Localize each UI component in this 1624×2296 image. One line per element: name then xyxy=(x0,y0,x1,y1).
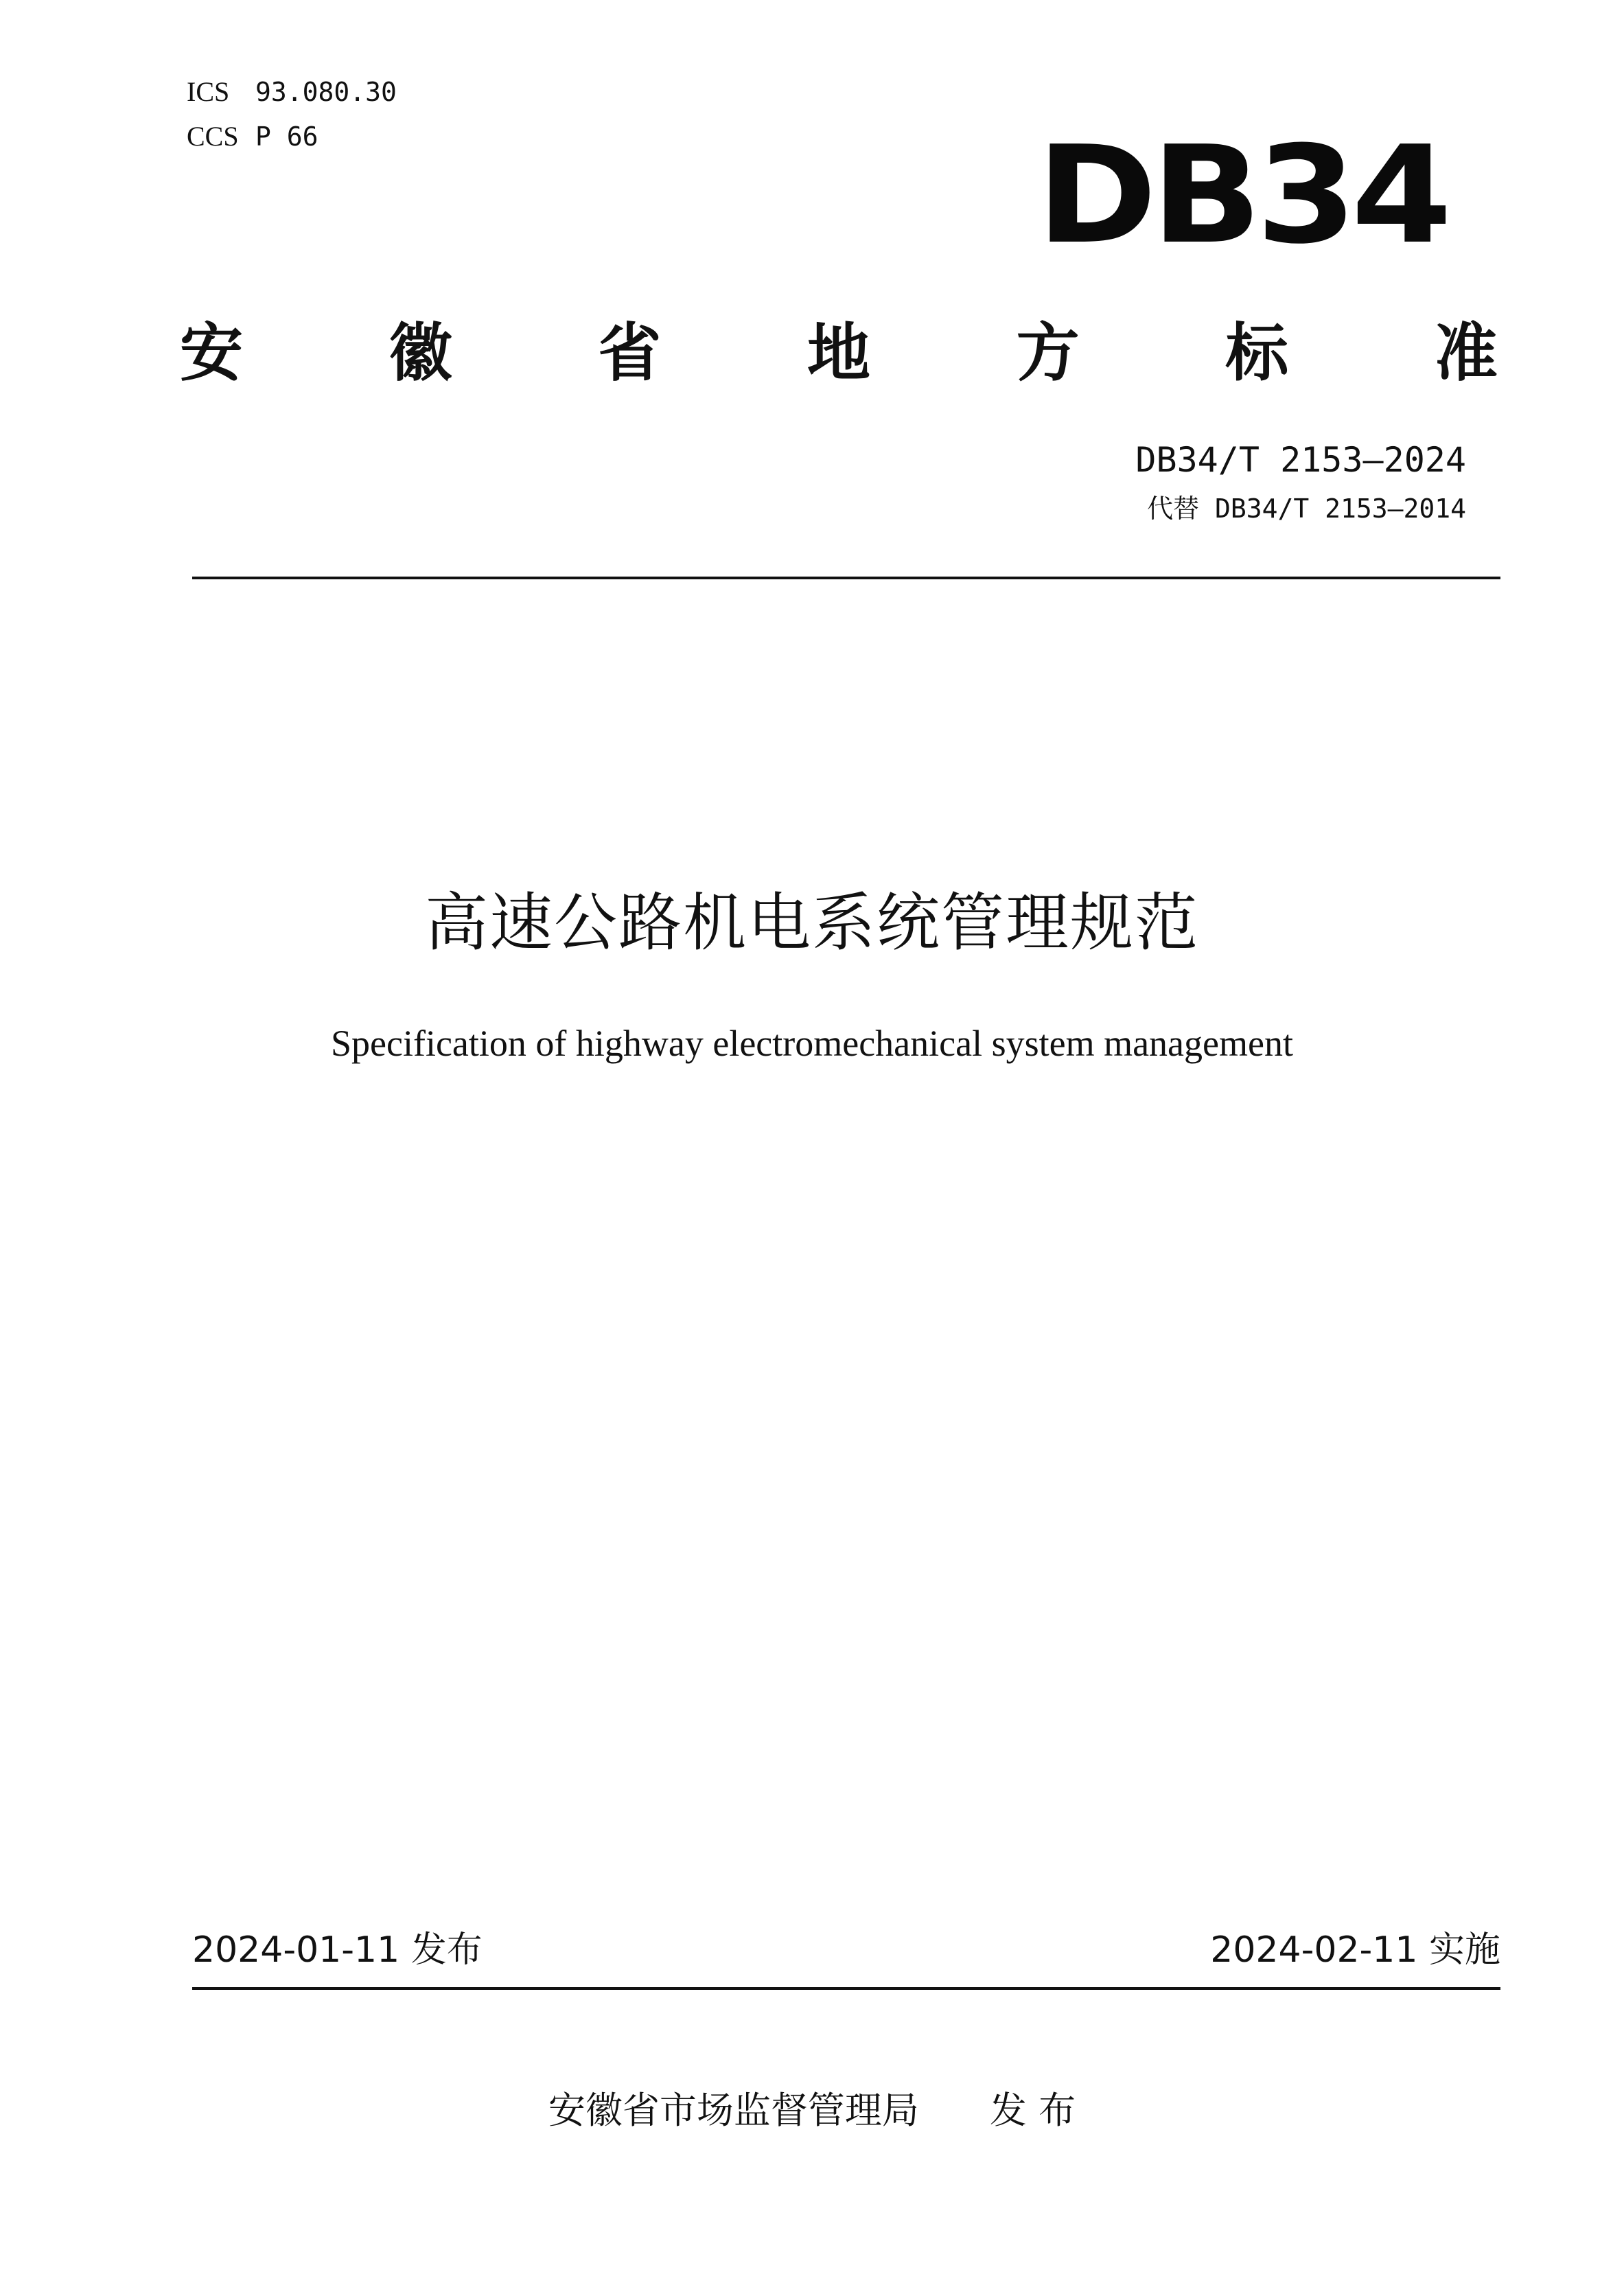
standard-logo: DB34 xyxy=(1036,117,1447,274)
standard-type-char: 省 xyxy=(598,316,662,390)
ccs-value: P 66 xyxy=(255,121,318,152)
implementation-date: 2024-02-11 实施 xyxy=(1210,1929,1500,1971)
ics-label: ICS xyxy=(187,76,230,107)
standard-number: DB34/T 2153—2024 xyxy=(1135,440,1466,480)
standard-type-char: 准 xyxy=(1434,316,1498,390)
document-title-en: Specification of highway electromechanical system management xyxy=(331,1023,1293,1064)
ccs-classification xyxy=(187,120,318,153)
standard-type-heading xyxy=(180,312,1498,395)
publisher-line xyxy=(0,2087,1624,2135)
standard-type-char: 标 xyxy=(1225,316,1289,390)
standard-type-char: 地 xyxy=(807,316,870,390)
standard-type-char: 方 xyxy=(1016,316,1080,390)
ics-classification xyxy=(187,76,397,108)
standard-type-char: 徽 xyxy=(388,316,452,390)
ics-value: 93.080.30 xyxy=(255,77,397,107)
replaces-standard: 代替 DB34/T 2153—2014 xyxy=(1147,494,1466,524)
document-title-zh: 高速公路机电系统管理规范 xyxy=(424,886,1199,960)
publisher-action: 发 布 xyxy=(989,2089,1076,2132)
publisher-name: 安徽省市场监督管理局 xyxy=(548,2089,919,2132)
ccs-label: CCS xyxy=(187,121,239,152)
standard-type-char: 安 xyxy=(180,316,244,390)
header-divider xyxy=(192,577,1500,579)
issue-date: 2024-01-11 发布 xyxy=(192,1929,483,1971)
footer-divider xyxy=(192,1987,1500,1990)
